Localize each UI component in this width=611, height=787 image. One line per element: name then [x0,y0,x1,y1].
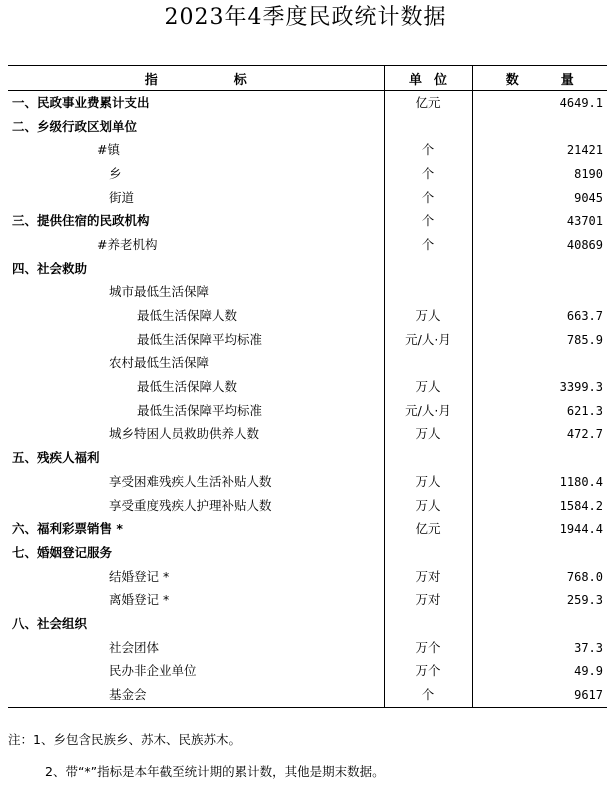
header-unit-char2: 位 [434,72,448,88]
indicator-cell: 享受困难残疾人生活补贴人数 [109,473,272,489]
table-row [8,683,607,707]
table-row [8,470,607,494]
statistics-table [8,65,607,708]
indicator-cell: 离婚登记 * [109,592,170,608]
unit-cell: 万人 [384,470,472,494]
unit-cell [384,257,472,281]
value-cell [472,541,607,565]
header-unit [384,66,472,91]
table-row [8,328,607,352]
value-cell: 768.0 [472,565,607,589]
table-row [8,494,607,518]
header-indicator [8,66,384,91]
value-cell: 37.3 [472,636,607,660]
table-row [8,281,607,305]
table-row [8,138,607,162]
table-row [8,612,607,636]
table-row [8,162,607,186]
indicator-cell: 乡 [109,165,122,181]
unit-cell: 个 [384,186,472,210]
table-row [8,233,607,257]
value-cell: 1180.4 [472,470,607,494]
unit-cell: 万对 [384,565,472,589]
value-cell [472,257,607,281]
value-cell: 40869 [472,233,607,257]
table-row [8,565,607,589]
value-cell: 9045 [472,186,607,210]
indicator-cell: 城市最低生活保障 [109,284,210,300]
indicator-cell: 最低生活保障平均标准 [137,402,263,418]
table-row [8,399,607,423]
unit-cell: 元/人·月 [384,399,472,423]
indicator-cell: 最低生活保障人数 [137,379,238,395]
indicator-cell: 四、社会救助 [12,260,88,276]
table-row [8,304,607,328]
unit-cell: 万个 [384,636,472,660]
value-cell: 49.9 [472,660,607,684]
header-quantity-char1: 数 [505,72,519,88]
unit-cell: 个 [384,138,472,162]
table-row [8,588,607,612]
table-row [8,541,607,565]
unit-cell: 万人 [384,375,472,399]
value-cell: 1944.4 [472,517,607,541]
header-unit-char1: 单 [408,72,422,88]
value-cell: 1584.2 [472,494,607,518]
note-2: 2、带“*”指标是本年截至统计期的累计数，其他是期末数据。 [45,764,385,779]
table-row [8,91,607,115]
indicator-cell: 民办非企业单位 [109,663,197,679]
value-cell: 472.7 [472,423,607,447]
value-cell [472,612,607,636]
value-cell: 21421 [472,138,607,162]
table-row [8,375,607,399]
table-row [8,115,607,139]
indicator-cell: 最低生活保障平均标准 [137,331,263,347]
note-1: 注：1、乡包含民族乡、苏木、民族苏木。 [8,732,241,747]
indicator-cell: 街道 [109,189,135,205]
page-title: 2023年4季度民政统计数据 [164,5,447,30]
value-cell [472,281,607,305]
header-indicator-char2: 标 [233,72,247,88]
indicator-cell: 农村最低生活保障 [109,355,210,371]
indicator-cell: 结婚登记 * [109,568,170,584]
indicator-cell: 三、提供住宿的民政机构 [12,213,150,229]
indicator-cell: 享受重度残疾人护理补贴人数 [109,497,272,513]
header-quantity-char2: 量 [560,72,574,88]
unit-cell: 个 [384,209,472,233]
unit-cell: 万对 [384,588,472,612]
table-header-row [8,66,607,91]
unit-cell: 亿元 [384,517,472,541]
unit-cell [384,541,472,565]
unit-cell: 万人 [384,494,472,518]
unit-cell [384,281,472,305]
value-cell: 621.3 [472,399,607,423]
header-quantity [472,66,607,91]
indicator-cell: 七、婚姻登记服务 [12,544,113,560]
table-row [8,352,607,376]
table-row [8,186,607,210]
indicator-cell: #镇 [97,142,120,158]
value-cell: 9617 [472,683,607,707]
unit-cell: 万人 [384,423,472,447]
indicator-cell: 一、民政事业费累计支出 [12,94,150,110]
value-cell: 663.7 [472,304,607,328]
header-indicator-char1: 指 [144,72,158,88]
unit-cell: 元/人·月 [384,328,472,352]
unit-cell: 个 [384,683,472,707]
unit-cell [384,446,472,470]
table-row [8,517,607,541]
value-cell: 4649.1 [472,91,607,115]
unit-cell [384,115,472,139]
indicator-cell: 六、福利彩票销售 * [12,521,123,537]
unit-cell [384,352,472,376]
unit-cell: 亿元 [384,91,472,115]
table-body [8,91,607,708]
table-row [8,257,607,281]
indicator-cell: 最低生活保障人数 [137,308,238,324]
value-cell [472,115,607,139]
value-cell: 259.3 [472,588,607,612]
indicator-cell: #养老机构 [97,236,158,252]
table-row [8,636,607,660]
value-cell: 785.9 [472,328,607,352]
unit-cell: 万人 [384,304,472,328]
table-row [8,446,607,470]
indicator-cell: 五、残疾人福利 [12,450,100,466]
unit-cell: 万个 [384,660,472,684]
indicator-cell: 城乡特困人员救助供养人数 [109,426,260,442]
value-cell: 43701 [472,209,607,233]
value-cell [472,352,607,376]
table-row [8,423,607,447]
unit-cell: 个 [384,162,472,186]
value-cell [472,446,607,470]
value-cell: 3399.3 [472,375,607,399]
indicator-cell: 八、社会组织 [12,615,88,631]
unit-cell: 个 [384,233,472,257]
indicator-cell: 基金会 [8,683,384,707]
unit-cell [384,612,472,636]
table-row [8,209,607,233]
indicator-cell: 二、乡级行政区划单位 [12,118,138,134]
indicator-cell: 社会团体 [109,639,160,655]
value-cell: 8190 [472,162,607,186]
table-row [8,660,607,684]
